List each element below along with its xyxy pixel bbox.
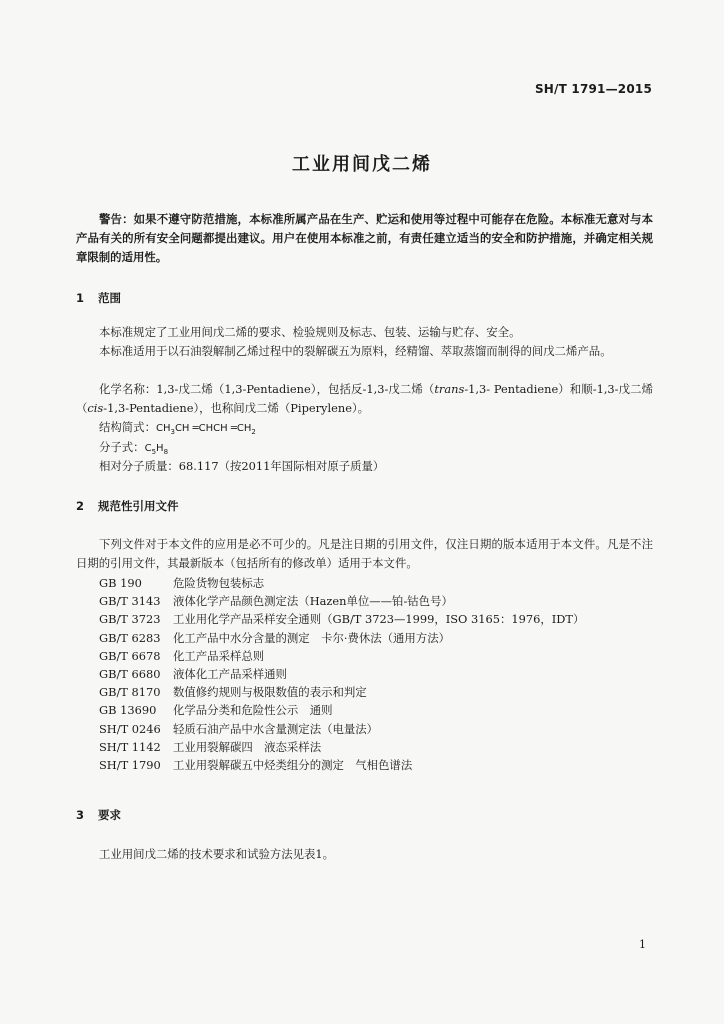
section-1-para-1: 本标准规定了工业用间戊二烯的要求、检验规则及标志、包装、运输与贮存、安全。	[99, 325, 521, 339]
reference-code: SH/T 1142	[99, 739, 161, 754]
reference-code: GB/T 3723	[99, 612, 161, 627]
formula-part-1: C	[144, 443, 152, 454]
section-3-number: 3	[76, 808, 85, 822]
page-number: 1	[639, 938, 646, 951]
reference-title: 化工产品采样总则	[173, 648, 265, 663]
section-2-heading	[76, 498, 179, 514]
section-1-para-2: 本标准适用于以石油裂解制乙烯过程中的裂解碳五为原料，经精馏、萃取蒸馏而制得的间戊二烯产品。	[99, 344, 612, 358]
section-3-title: 要求	[98, 808, 121, 822]
section-2-number: 2	[76, 499, 85, 513]
formula-sub-2: 8	[163, 448, 169, 456]
reference-code: GB 190	[99, 576, 142, 590]
section-3-heading	[76, 807, 121, 823]
structure-part-1: CH	[155, 423, 171, 434]
chemical-name-paragraph	[76, 380, 653, 418]
structure-label: 结构简式：	[99, 420, 156, 434]
reference-item	[99, 701, 584, 719]
section-1-title: 范围	[98, 291, 121, 305]
reference-code: GB/T 3143	[99, 594, 161, 609]
standard-code: SH/T 1791—2015	[534, 82, 652, 96]
chem-name-part-c: -1,3-Pentadiene），也称间戊二烯（Piperylene）。	[103, 401, 370, 415]
reference-title: 工业用裂解碳四 液态采样法	[173, 739, 322, 754]
chem-name-part-a: 化学名称：1,3-戊二烯（1,3-Pentadiene），包括反-1,3-戊二烯（	[99, 382, 435, 396]
reference-code: SH/T 1790	[99, 757, 161, 772]
reference-title: 液体化学产品颜色测定法（Hazen单位——铂-钴色号）	[173, 594, 453, 609]
reference-item	[99, 665, 584, 683]
reference-title: 轻质石油产品中水含量测定法（电量法）	[173, 721, 379, 736]
formula-label: 分子式：	[99, 440, 145, 454]
reference-code: GB/T 6680	[99, 666, 161, 681]
section-2-intro: 下列文件对于本文件的应用是必不可少的。凡是注日期的引用文件，仅注日期的版本适用于本文件。凡是不注日期的引用文件，其最新版本（包括所有的修改单）适用于本文件。	[76, 537, 653, 570]
structure-formula	[156, 423, 256, 434]
reference-item	[99, 683, 584, 701]
reference-list	[99, 574, 584, 774]
formula-part-2: H	[156, 443, 164, 454]
section-3-para: 工业用间戊二烯的技术要求和试验方法见表1。	[99, 847, 335, 861]
reference-title: 化学品分类和危险性公示 通则	[173, 703, 333, 718]
reference-item	[99, 720, 584, 738]
reference-code: GB/T 8170	[99, 685, 161, 700]
reference-item	[99, 647, 584, 665]
section-1-number: 1	[76, 291, 85, 305]
reference-title: 工业用裂解碳五中烃类组分的测定 气相色谱法	[173, 757, 413, 772]
reference-title: 数值修约规则与极限数值的表示和判定	[173, 685, 367, 700]
molecular-mass-line: 相对分子质量：68.117（按2011年国际相对原子质量）	[99, 459, 385, 473]
reference-title: 液体化工产品采样通则	[173, 666, 287, 681]
structure-sub-2: 2	[251, 428, 256, 436]
reference-item	[99, 574, 584, 592]
document-title: 工业用间戊二烯	[292, 154, 432, 175]
reference-item	[99, 738, 584, 756]
structure-part-2: CH ═CHCH ═CH	[174, 423, 252, 434]
structure-sub-1: 3	[170, 428, 175, 436]
reference-item	[99, 592, 584, 610]
formula-sub-1: 5	[151, 448, 157, 456]
reference-item	[99, 610, 584, 628]
reference-title: 工业用化学产品采样安全通则（GB/T 3723—1999，ISO 3165：1976，IDT）	[173, 612, 585, 627]
reference-code: GB/T 6283	[99, 630, 161, 645]
reference-item	[99, 756, 584, 774]
reference-code: GB/T 6678	[99, 648, 161, 663]
chem-name-part-b: -1,3- Pentadiene）和顺-1,3-戊二烯（	[76, 382, 653, 415]
section-1-heading	[76, 290, 121, 306]
reference-code: SH/T 0246	[99, 721, 161, 736]
reference-title: 化工产品中水分含量的测定 卡尔·费休法（通用方法）	[173, 630, 450, 645]
reference-item	[99, 629, 584, 647]
warning-paragraph: 警告：如果不遵守防范措施，本标准所属产品在生产、贮运和使用等过程中可能存在危险。本标准无意对与本产品有关的所有安全问题都提出建议。用户在使用本标准之前，有责任建立适当的安全和防护措施，并确定相关规章限制的适用性。	[76, 212, 653, 264]
reference-title: 危险货物包装标志	[173, 576, 265, 590]
chem-name-cis: cis	[87, 401, 104, 415]
chem-name-trans: trans	[434, 382, 465, 396]
molecular-formula	[145, 443, 168, 454]
reference-code: GB 13690	[99, 703, 157, 718]
section-2-title: 规范性引用文件	[98, 499, 179, 513]
